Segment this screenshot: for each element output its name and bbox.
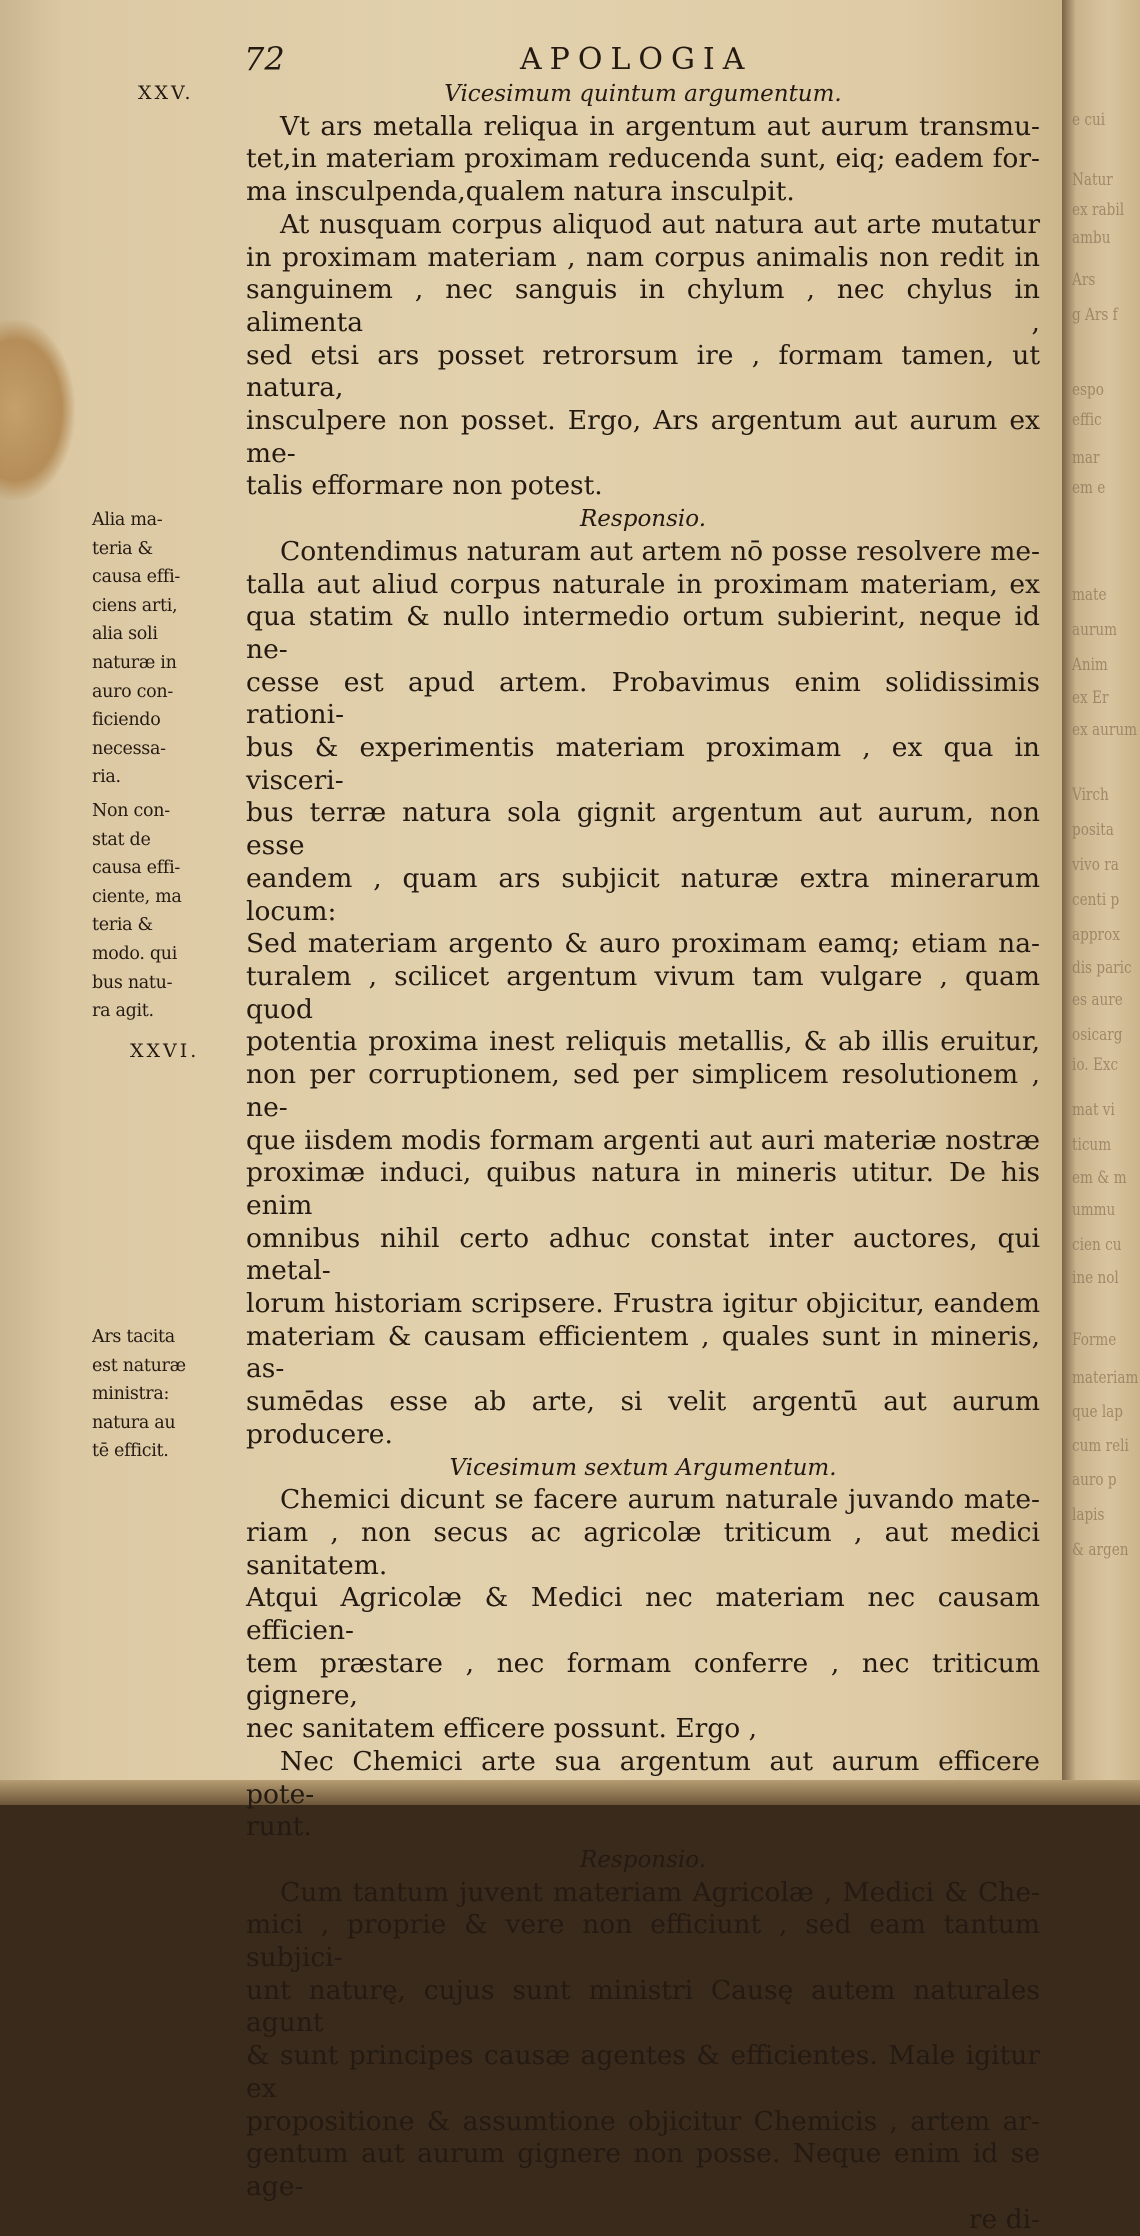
- text-line: tet,in materiam proximam reducenda sunt, eiq; eadem for-: [246, 143, 1040, 175]
- page-number: 72: [244, 40, 285, 78]
- facing-page-fragment: effic: [1072, 410, 1102, 430]
- text-line: bus terræ natura sola gignit argentum aut aurum, non esse: [246, 797, 1040, 862]
- text-line: non per corruptionem, sed per simplicem resolutionem , ne-: [246, 1059, 1040, 1123]
- facing-page-fragment: posita: [1072, 820, 1114, 840]
- facing-page-fragment: centi p: [1072, 890, 1120, 910]
- margin-note: [92, 797, 232, 1026]
- facing-page-fragment: mate: [1072, 585, 1107, 605]
- text-line: lorum historiam scripsere. Frustra igitur objicitur, eandem: [246, 1288, 1040, 1320]
- section-heading: Vicesimum sextum Argumentum.: [449, 1454, 837, 1481]
- text-line: in proximam materiam , nam corpus animalis non redit in: [246, 241, 1040, 273]
- text-line: propositione & assumtione objicitur Chemicis , artem ar-: [246, 2105, 1040, 2137]
- text-line: At nusquam corpus aliquod aut natura aut arte mutatur: [280, 208, 1040, 240]
- text-line: Vt ars metalla reliqua in argentum aut aurum transmu-: [280, 110, 1040, 142]
- facing-page-fragment: Anim: [1072, 655, 1108, 675]
- facing-page-fragment: materiam: [1072, 1368, 1139, 1388]
- facing-page-fragment: ummu: [1072, 1200, 1116, 1220]
- facing-page-fragment: ticum: [1072, 1135, 1112, 1155]
- facing-page-fragment: vivo ra: [1072, 855, 1119, 875]
- margin-note: [92, 506, 232, 792]
- margin-note-line: ministra:: [92, 1384, 170, 1405]
- margin-note-line: Alia ma-: [92, 510, 163, 530]
- facing-page-fragment: e cui: [1072, 110, 1106, 130]
- text-line: ma insculpenda,qualem natura insculpit.: [246, 176, 795, 208]
- margin-note-line: necessa-: [92, 738, 166, 759]
- margin-note-line: teria &: [92, 915, 153, 936]
- text-line: sumēdas esse ab arte, si velit argentū aut aurum producere.: [246, 1386, 1040, 1450]
- facing-page-fragment: g Ars f: [1072, 305, 1118, 325]
- facing-page-fragment: Natur: [1072, 170, 1113, 190]
- text-line: que iisdem modis formam argenti aut auri materiæ nostræ: [246, 1124, 1040, 1156]
- catchword: re di-: [968, 2203, 1040, 2235]
- text-line: & sunt principes causæ agentes & efficientes. Male igitur ex: [246, 2040, 1040, 2104]
- margin-note-line: ra agit.: [92, 1001, 154, 1022]
- facing-page-fragment: espo: [1072, 380, 1104, 400]
- text-line: talla aut aliud corpus naturale in proximam materiam, ex: [246, 568, 1040, 600]
- margin-note-line: natura au: [92, 1412, 176, 1433]
- main-text: [246, 78, 1040, 2236]
- facing-page-fragment: ex rabil: [1072, 200, 1125, 220]
- text-line: potentia proxima inest reliquis metallis, & ab illis eruitur,: [246, 1026, 1040, 1058]
- margin-note: [92, 1323, 232, 1466]
- text-line: riam , non secus ac agricolæ triticum , aut medici sanitatem.: [246, 1516, 1040, 1581]
- margin-note-line: causa effi-: [92, 858, 181, 879]
- facing-page-fragment: cien cu: [1072, 1235, 1122, 1255]
- text-line: sed etsi ars posset retrorsum ire , formam tamen, ut natura,: [246, 339, 1040, 404]
- text-line: proximæ induci, quibus natura in mineris utitur. De his enim: [246, 1157, 1040, 1221]
- margin-note-line: alia soli: [92, 624, 158, 645]
- text-line: mici , proprie & vere non efficiunt , sed eam tantum subjici-: [246, 1909, 1040, 1974]
- text-line: insculpere non posset. Ergo, Ars argentum aut aurum ex me-: [246, 405, 1040, 469]
- margin-note-line: ria.: [92, 767, 121, 788]
- margin-note-line: bus natu-: [92, 972, 173, 993]
- facing-page-fragment: mat vi: [1072, 1100, 1115, 1120]
- text-line: Nec Chemici arte sua argentum aut aurum efficere pote-: [246, 1745, 1040, 1810]
- facing-page-fragment: ex aurum: [1072, 720, 1138, 740]
- facing-page-fragment: em e: [1072, 478, 1106, 498]
- text-line: qua statim & nullo intermedio ortum subierint, neque id ne-: [246, 601, 1040, 665]
- facing-page-fragment: em & m: [1072, 1168, 1127, 1188]
- facing-page-fragment: ex Er: [1072, 688, 1109, 708]
- margin-note-line: ciens arti,: [92, 595, 178, 616]
- text-line: turalem , scilicet argentum vivum tam vulgare , quam quod: [246, 960, 1040, 1025]
- margin-note-line: Ars tacita: [92, 1327, 175, 1347]
- text-line: Cum tantum juvent materiam Agricolæ , Medici & Che-: [280, 1876, 1040, 1908]
- facing-page-fragment: lapis: [1072, 1505, 1105, 1525]
- text-line: unt naturę, cujus sunt ministri Causę autem naturales agunt: [246, 1974, 1040, 2039]
- facing-page-fragment: Ars: [1072, 270, 1096, 290]
- facing-page-fragment: Virch: [1072, 785, 1109, 805]
- text-line: runt.: [246, 1811, 312, 1843]
- text-line: cesse est apud artem. Probavimus enim solidissimis rationi-: [246, 666, 1040, 731]
- text-line: talis efformare non potest.: [246, 470, 603, 502]
- margin-note-line: ciente, ma: [92, 886, 182, 907]
- page-header: [0, 40, 1062, 80]
- margin-note-line: causa effi-: [92, 567, 181, 588]
- paper-damage: [0, 320, 75, 500]
- text-line: gentum aut aurum gignere non posse. Neque enim id se age-: [246, 2138, 1040, 2202]
- section-number: XXVI.: [130, 1040, 200, 1062]
- facing-page-fragment: es aure: [1072, 990, 1123, 1010]
- facing-page-fragment: approx: [1072, 925, 1120, 945]
- facing-page-fragment: mar: [1072, 448, 1100, 468]
- margin-note-line: naturæ in: [92, 652, 177, 673]
- facing-page-fragment: osicarg: [1072, 1025, 1123, 1045]
- facing-page-fragment: ine nol: [1072, 1268, 1119, 1288]
- text-line: materiam & causam efficientem , quales sunt in mineris, as-: [246, 1320, 1040, 1385]
- text-line: nec sanitatem efficere possunt. Ergo ,: [246, 1713, 758, 1745]
- facing-page-fragment: ambu: [1072, 228, 1111, 248]
- text-line: Chemici dicunt se facere aurum naturale juvando mate-: [280, 1484, 1040, 1516]
- facing-page-fragment: aurum: [1072, 620, 1118, 640]
- section-heading: Responsio.: [579, 1846, 707, 1873]
- section-heading: Vicesimum quintum argumentum.: [444, 81, 842, 107]
- margin-note-line: est naturæ: [92, 1355, 186, 1376]
- margin-note-line: ficiendo: [92, 710, 161, 731]
- text-line: tem præstare , nec formam conferre , nec triticum gignere,: [246, 1647, 1040, 1712]
- facing-page-edge: [1062, 0, 1140, 1805]
- facing-page-fragment: que lap: [1072, 1402, 1123, 1422]
- facing-page-fragment: cum reli: [1072, 1436, 1129, 1456]
- facing-page-fragment: & argen: [1072, 1540, 1129, 1560]
- facing-page-fragment: Forme: [1072, 1330, 1117, 1350]
- text-line: omnibus nihil certo adhuc constat inter auctores, qui metal-: [246, 1222, 1040, 1287]
- text-line: bus & experimentis materiam proximam , ex qua in visceri-: [246, 732, 1040, 796]
- text-line: eandem , quam ars subjicit naturæ extra minerarum locum:: [246, 862, 1040, 927]
- margin-note-line: auro con-: [92, 681, 173, 702]
- margin-note-line: Non con-: [92, 801, 170, 821]
- running-title: APOLOGIA: [520, 42, 753, 77]
- margin-note-line: tē efficit.: [92, 1441, 169, 1462]
- margin-note-line: stat de: [92, 829, 151, 850]
- text-line: sanguinem , nec sanguis in chylum , nec chylus in alimenta ,: [246, 274, 1040, 338]
- facing-page-fragment: io. Exc: [1072, 1055, 1119, 1075]
- margin-note-line: teria &: [92, 538, 153, 559]
- facing-page-fragment: auro p: [1072, 1470, 1117, 1490]
- margin-note-line: modo. qui: [92, 943, 178, 964]
- section-marker: XXV.: [138, 82, 194, 104]
- text-line: Atqui Agricolæ & Medici nec materiam nec causam efficien-: [246, 1582, 1040, 1647]
- text-line: Sed materiam argento & auro proximam eamq; etiam na-: [246, 928, 1040, 960]
- section-heading: Responsio.: [579, 506, 707, 533]
- facing-page-fragment: dis paric: [1072, 958, 1132, 978]
- text-line: Contendimus naturam aut artem nō posse resolvere me-: [280, 535, 1040, 567]
